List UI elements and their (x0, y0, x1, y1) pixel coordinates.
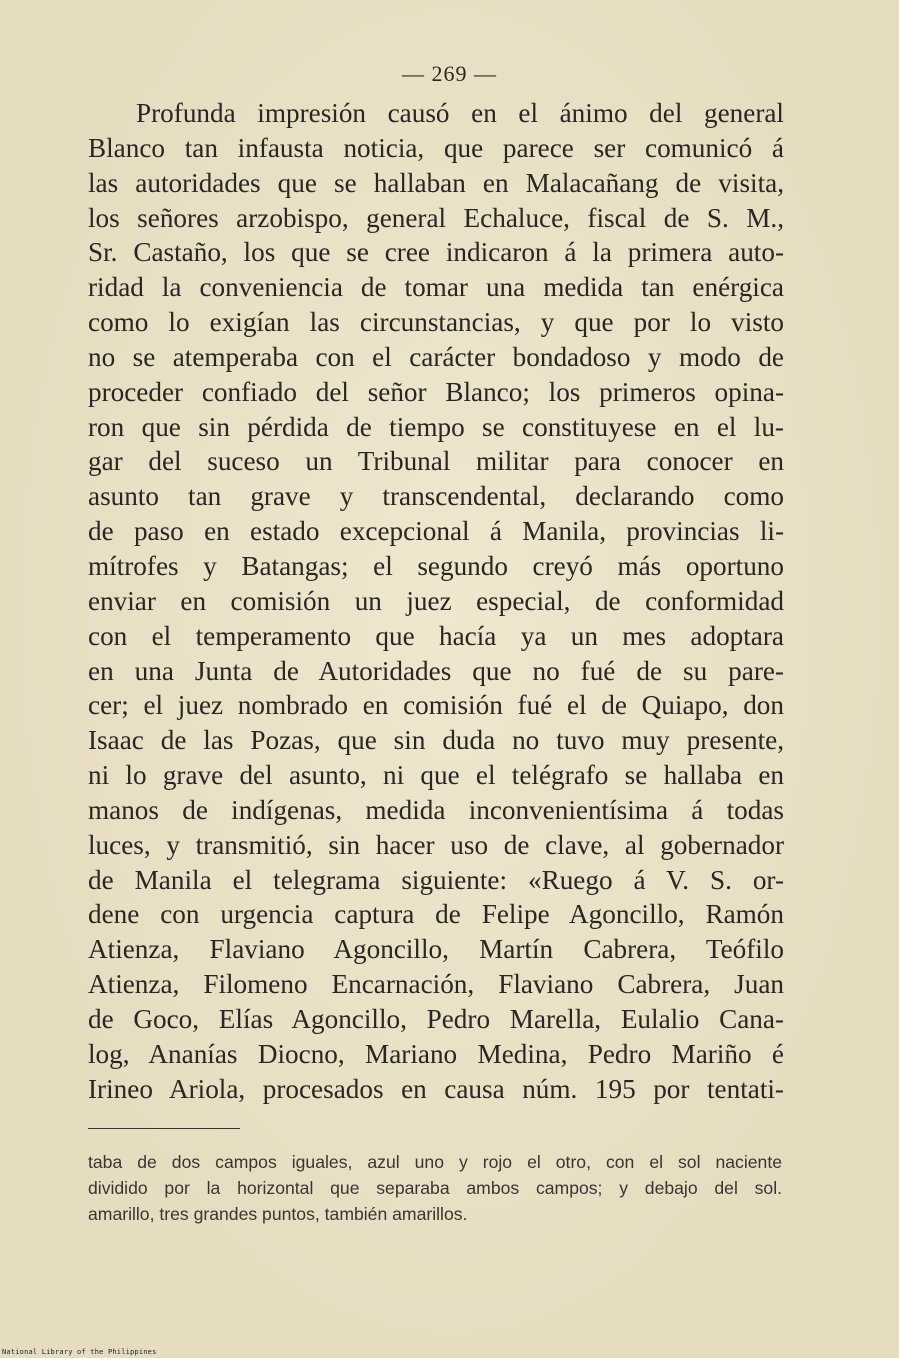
text-line: Atienza, Filomeno Encarnación, Flaviano Cabrera, Juan (88, 969, 784, 1000)
text-line: Blanco tan infausta noticia, que parece ser comunicó á (88, 132, 784, 163)
text-line: Isaac de las Pozas, que sin duda no tuvo muy presente, (88, 725, 784, 756)
text-line: Irineo Ariola, procesados en causa núm. 195 por tentati- (88, 1073, 784, 1104)
text-line: las autoridades que se hallaban en Malacañang de visita, (88, 167, 784, 198)
text-line: de paso en estado excepcional á Manila, provincias li- (88, 516, 784, 547)
text-line: en una Junta de Autoridades que no fué de su pare- (88, 655, 784, 686)
text-line: cer; el juez nombrado en comisión fué el de Quiapo, don (88, 690, 784, 721)
page-number: — 269 — (402, 61, 497, 86)
text-line: no se atemperaba con el carácter bondadoso y modo de (88, 341, 784, 372)
text-line: asunto tan grave y transcendental, declarando como (88, 481, 784, 512)
footnote-line: taba de dos campos iguales, azul uno y rojo el otro, con el sol naciente (88, 1152, 782, 1172)
footnote-divider (88, 1128, 240, 1129)
text-line: con el temperamento que hacía ya un mes adoptara (88, 620, 784, 651)
text-line: luces, y transmitió, sin hacer uso de clave, al gobernador (88, 829, 784, 860)
text-line: Atienza, Flaviano Agoncillo, Martín Cabrera, Teófilo (88, 934, 784, 965)
text-line: manos de indígenas, medida inconvenientísima á todas (88, 794, 784, 825)
text-line: enviar en comisión un juez especial, de conformidad (88, 585, 784, 616)
text-line: log, Ananías Diocno, Mariano Medina, Pedro Mariño é (88, 1038, 784, 1069)
text-line: de Goco, Elías Agoncillo, Pedro Marella, Eulalio Cana- (88, 1003, 784, 1034)
text-line: ridad la conveniencia de tomar una medida tan enérgica (88, 272, 784, 303)
text-line: de Manila el telegrama siguiente: «Ruego á V. S. or- (88, 864, 784, 895)
text-line: proceder confiado del señor Blanco; los primeros opina- (88, 376, 784, 407)
text-line: Sr. Castaño, los que se cree indicaron á la primera auto- (88, 237, 784, 268)
footnote-line: amarillo, tres grandes puntos, también amarillos. (88, 1204, 468, 1224)
text-line: mítrofes y Batangas; el segundo creyó más oportuno (88, 550, 784, 581)
text-line: dene con urgencia captura de Felipe Agoncillo, Ramón (88, 899, 784, 930)
footnote (88, 1149, 782, 1227)
text-line: gar del suceso un Tribunal militar para conocer en (88, 446, 784, 477)
text-line: ron que sin pérdida de tiempo se constituyese en el lu- (88, 411, 784, 442)
text-line: los señores arzobispo, general Echaluce, fiscal de S. M., (88, 202, 784, 233)
body-text (88, 96, 784, 1106)
text-line: como lo exigían las circunstancias, y que por lo visto (88, 307, 784, 338)
library-credit: National Library of the Philippines (2, 1348, 157, 1356)
text-line: Profunda impresión causó en el ánimo del general (136, 98, 784, 128)
footnote-line: dividido por la horizontal que separaba ambos campos; y debajo del sol. (88, 1178, 782, 1198)
text-line: ni lo grave del asunto, ni que el telégrafo se hallaba en (88, 760, 784, 791)
